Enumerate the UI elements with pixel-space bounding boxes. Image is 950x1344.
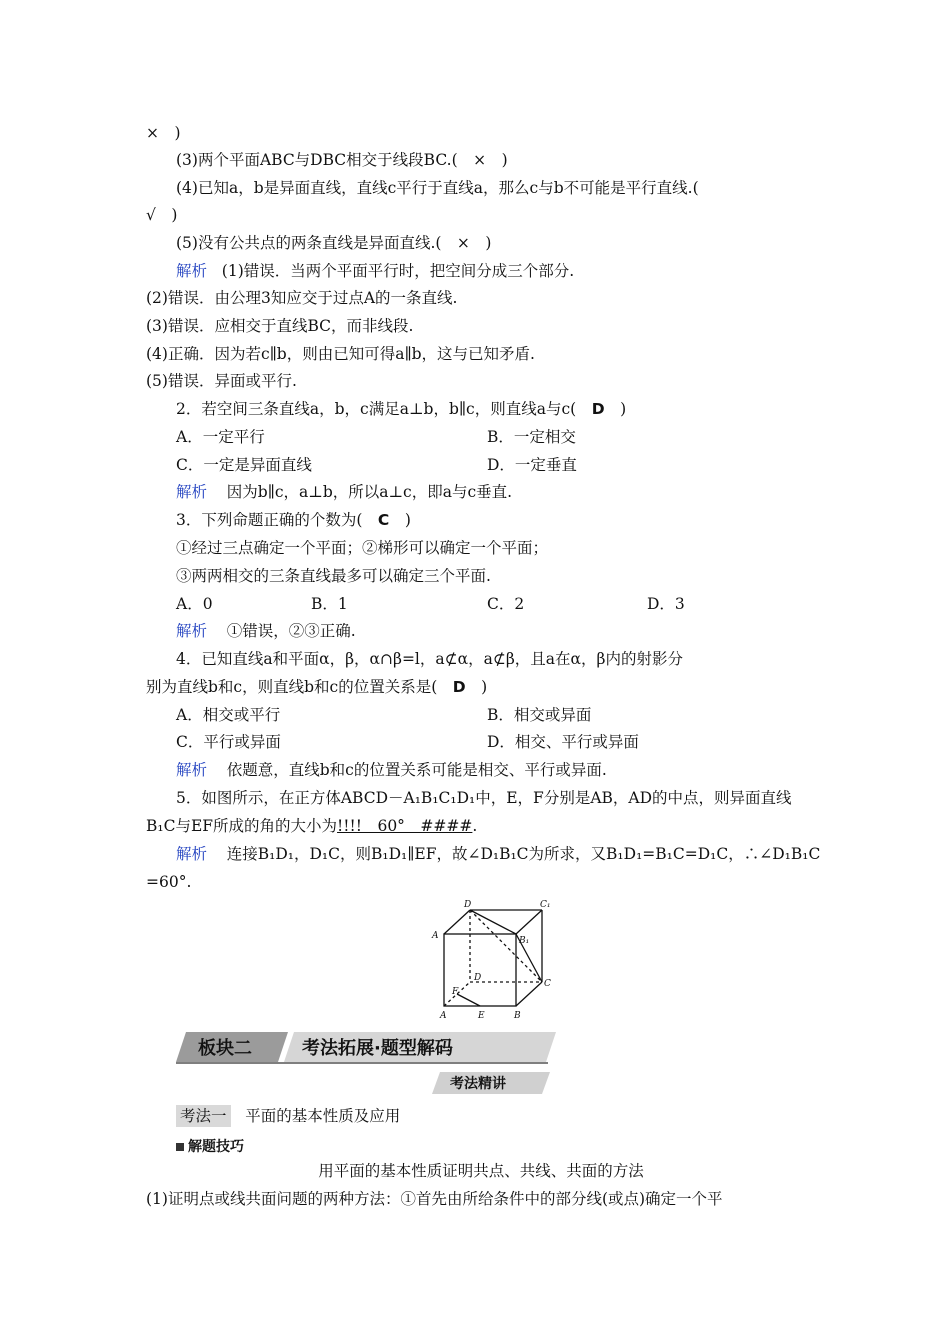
- text-line: (1)证明点或线共面问题的两种方法：①首先由所给条件中的部分线(或点)确定一个平: [146, 1190, 723, 1208]
- explain-label: 解析: [176, 262, 208, 280]
- option-c: C．一定是异面直线: [176, 456, 312, 474]
- vertex-label: E: [478, 1011, 485, 1021]
- vertex-label: D: [474, 973, 482, 983]
- text-line: ①经过三点确定一个平面；②梯形可以确定一个平面；: [176, 539, 549, 557]
- explain-label: 解析: [176, 483, 208, 501]
- explain-label: 解析: [176, 761, 208, 779]
- vertex-label: F: [452, 987, 459, 997]
- explanation-line: =60°.: [146, 873, 192, 891]
- option-c: C．平行或异面: [176, 733, 281, 751]
- question-close: ): [465, 678, 488, 696]
- text-line: √ ): [146, 206, 178, 224]
- vertex-label: C: [544, 979, 551, 989]
- text-line: (4)已知a，b是异面直线，直线c平行于直线a，那么c与b不可能是平行直线.(: [176, 179, 699, 197]
- option-a: A．相交或平行: [176, 706, 281, 724]
- explain-text: 连接B₁D₁，D₁C，则B₁D₁∥EF，故∠D₁B₁C为所求，又B₁D₁=B₁C=D₁C，∴∠D₁B₁C: [226, 845, 821, 863]
- kaofa-title: 平面的基本性质及应用: [245, 1107, 401, 1125]
- explanation-line: [176, 620, 846, 642]
- vertex-label: D: [464, 900, 472, 910]
- explain-text: 因为b∥c，a⊥b，所以a⊥c，即a与c垂直.: [226, 483, 513, 501]
- section-banner: [176, 1030, 556, 1064]
- question-stem: 3．下列命题正确的个数为(: [176, 511, 378, 529]
- option-d: D．相交、平行或异面: [487, 733, 639, 751]
- banner-left: 板块二: [198, 1038, 252, 1059]
- explain-label: 解析: [176, 622, 208, 640]
- explain-label: 解析: [176, 845, 208, 863]
- option-b: B．1: [311, 595, 348, 613]
- explanation-line: [176, 759, 846, 781]
- question-3: [176, 509, 846, 531]
- answer: D: [591, 400, 605, 418]
- square-bullet-icon: [176, 1143, 184, 1151]
- explanation-line: [176, 260, 846, 282]
- kaofa-heading: [176, 1105, 400, 1127]
- explanation-line: (2)错误．由公理3知应交于过点A的一条直线.: [146, 289, 458, 307]
- option-c: C．2: [487, 595, 525, 613]
- question-close: ): [389, 511, 411, 529]
- explain-text: ①错误，②③正确.: [226, 622, 356, 640]
- question-close: ): [604, 400, 627, 418]
- explanation-line: [176, 481, 846, 503]
- question-stem: 2．若空间三条直线a，b，c满足a⊥b，b∥c，则直线a与c(: [176, 400, 592, 418]
- question-5-line1: 5．如图所示，在正方体ABCD－A₁B₁C₁D₁中，E，F分别是AB，AD的中点，则异面直线: [176, 789, 792, 807]
- banner-right: 考法拓展·题型解码: [302, 1038, 453, 1059]
- explanation-line: (5)错误．异面或平行.: [146, 372, 297, 390]
- tip-heading: [176, 1136, 244, 1156]
- vertex-label: A: [440, 1011, 447, 1021]
- tip-text: 解题技巧: [188, 1139, 244, 1155]
- answer: C: [377, 511, 390, 529]
- option-b: B．相交或异面: [487, 706, 592, 724]
- answer: D: [452, 678, 466, 696]
- option-a: A．一定平行: [176, 428, 265, 446]
- question-stem: 别为直线b和c，则直线b和c的位置关系是(: [146, 678, 453, 696]
- method-title: 用平面的基本性质证明共点、共线、共面的方法: [318, 1162, 644, 1180]
- question-end: .: [472, 817, 478, 835]
- option-d: D．3: [647, 595, 685, 613]
- answer-blank: !!!! 60° ####: [337, 817, 473, 835]
- text-line: ③两两相交的三条直线最多可以确定三个平面.: [176, 567, 491, 585]
- vertex-label: C₁: [540, 900, 551, 910]
- explanation-line: (3)错误．应相交于直线BC，而非线段.: [146, 317, 414, 335]
- vertex-label: B: [514, 1011, 521, 1021]
- explain-text: 依题意，直线b和c的位置关系可能是相交、平行或异面.: [226, 761, 607, 779]
- question-2: [176, 398, 846, 420]
- option-d: D．一定垂直: [487, 456, 577, 474]
- explain-text: (1)错误．当两个平面平行时，把空间分成三个部分.: [221, 262, 575, 280]
- kaofa-tag: 考法一: [176, 1105, 231, 1127]
- question-stem: B₁C与EF所成的角的大小为: [146, 817, 338, 835]
- vertex-label: A: [432, 931, 439, 941]
- sub-banner: [432, 1072, 550, 1094]
- question-5-line2: [146, 815, 816, 837]
- text-line: (5)没有公共点的两条直线是异面直线.( × ): [176, 234, 492, 252]
- vertex-label: B₁: [519, 936, 530, 946]
- text-line: × ): [146, 124, 181, 142]
- text-line: (3)两个平面ABC与DBC相交于线段BC.( × ): [176, 151, 508, 169]
- explanation-line: (4)正确．因为若c∥b，则由已知可得a∥b，这与已知矛盾.: [146, 345, 535, 363]
- question-4-line2: [146, 676, 816, 698]
- option-b: B．一定相交: [487, 428, 576, 446]
- option-a: A．0: [176, 595, 213, 613]
- explanation-line: [176, 843, 846, 865]
- sub-banner-text: 考法精讲: [450, 1076, 506, 1092]
- cube-figure: [428, 896, 558, 1026]
- question-4-line1: 4．已知直线a和平面α，β，α∩β=l，a⊄α，a⊄β，且a在α，β内的射影分: [176, 650, 683, 668]
